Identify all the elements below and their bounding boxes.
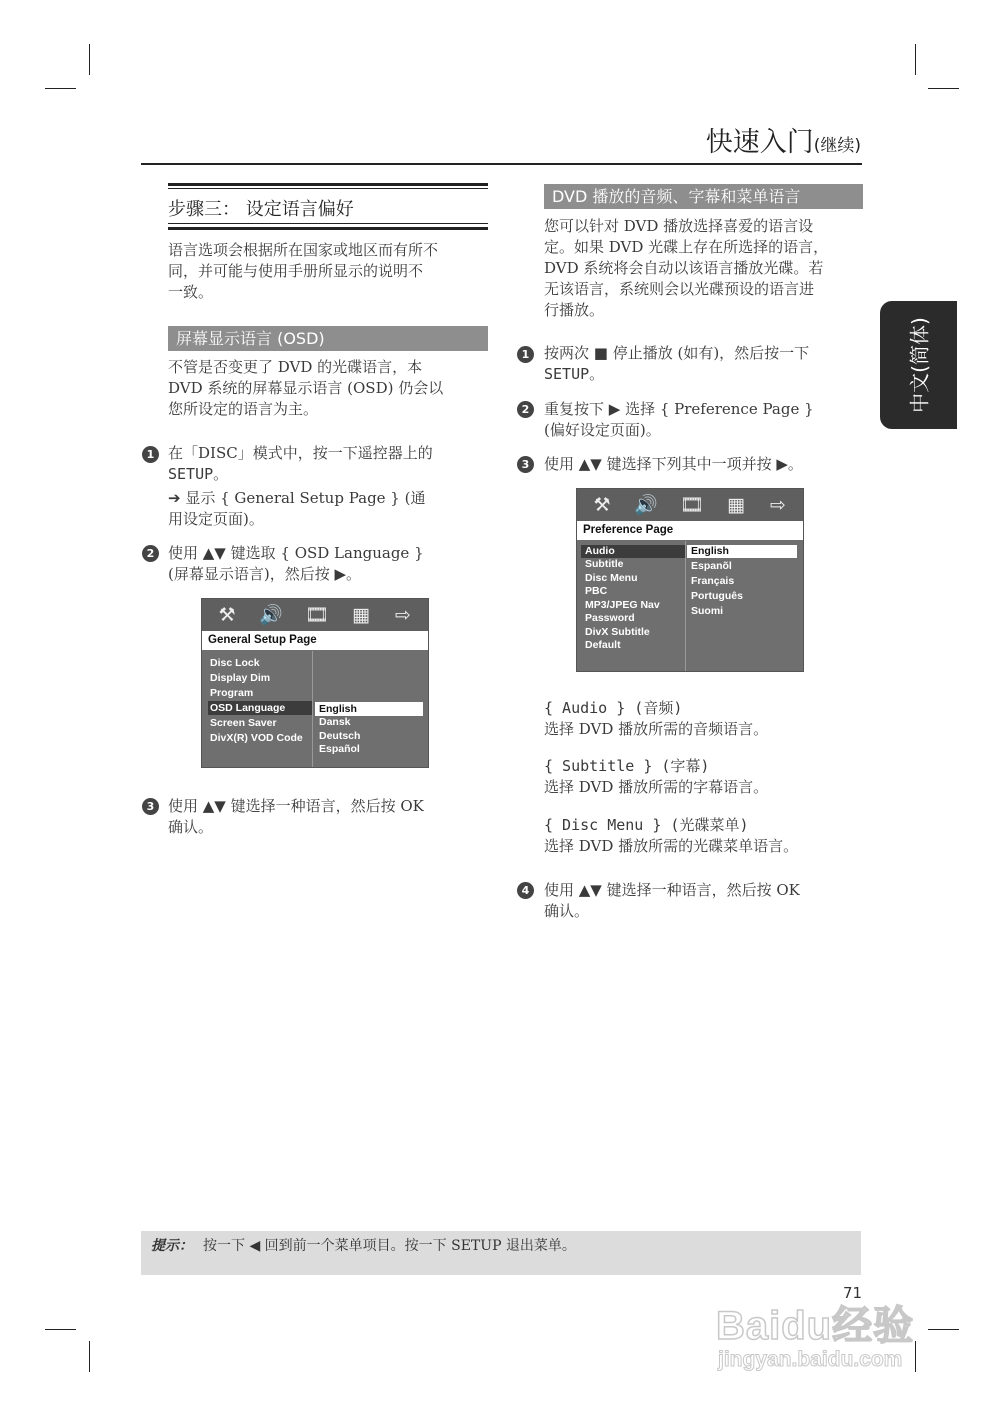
step-number-2: 2 bbox=[142, 545, 159, 562]
right-intro: 您可以针对 DVD 播放选择喜爱的语言设 定。如果 DVD 光碟上存在所选择的语言， DVD 系统将会自动以该语言播放光碟。若 无该语言，系统则会以光碟预设的语言进 行播放。 bbox=[544, 217, 829, 319]
watermark-brand: Baidu经验 bbox=[716, 1304, 915, 1348]
crop-mark bbox=[89, 1341, 90, 1372]
baidu-watermark bbox=[716, 1292, 966, 1382]
setup-tools-icon[interactable]: ⚒ bbox=[218, 604, 236, 626]
step-number-2: 2 bbox=[517, 401, 534, 418]
crop-mark bbox=[89, 44, 90, 75]
step-number-4: 4 bbox=[517, 882, 534, 899]
exit-arrow-icon[interactable]: ⇨ bbox=[395, 604, 411, 626]
menu-item-disc-lock[interactable]: Disc Lock bbox=[210, 657, 260, 669]
right-step-2: 重复按下 ▶ 选择 { Preference Page } (偏好设定页面)。 bbox=[544, 400, 814, 439]
step-number-1: 1 bbox=[142, 446, 159, 463]
menu-icon-bar bbox=[202, 599, 428, 631]
menu-item-audio[interactable]: Audio bbox=[581, 545, 685, 558]
menu-page-title: Preference Page bbox=[577, 521, 803, 540]
step-title-rule-top bbox=[168, 183, 488, 186]
step-number-3: 3 bbox=[142, 798, 159, 815]
option-espanol[interactable]: Español bbox=[319, 743, 360, 755]
step-title-rule-bottom2 bbox=[168, 227, 488, 230]
option-francais[interactable]: Français bbox=[691, 575, 735, 587]
option-espanol[interactable]: Espanõl bbox=[691, 560, 732, 572]
option-desc-disc-menu: { Disc Menu } (光碟菜单) 选择 DVD 播放所需的光碟菜单语言。 bbox=[544, 816, 799, 855]
crop-mark bbox=[45, 88, 76, 89]
step-number-3: 3 bbox=[517, 456, 534, 473]
right-step-1: 按两次 ■ 停止播放 (如有)，然后按一下 SETUP。 bbox=[544, 344, 810, 383]
left-step-1: 在「DISC」模式中，按一下遥控器上的 SETUP。 ➔ 显示 { General Setup Page } (通 用设定页面)。 bbox=[168, 444, 433, 528]
crop-mark bbox=[915, 44, 916, 75]
film-video-icon[interactable]: 🎞 bbox=[679, 494, 705, 516]
menu-item-pbc[interactable]: PBC bbox=[585, 585, 608, 597]
setup-tools-icon[interactable]: ⚒ bbox=[593, 494, 611, 516]
left-step-2: 使用 ▲▼ 键选取 { OSD Language } (屏幕显示语言)，然后按 ▶。 bbox=[168, 544, 424, 583]
osd-section-desc: 不管是否变更了 DVD 的光碟语言，本 DVD 系统的屏幕显示语言 (OSD) 仍会以 您所设定的语言为主。 bbox=[168, 358, 444, 418]
general-setup-menu bbox=[201, 598, 429, 768]
menu-item-subtitle[interactable]: Subtitle bbox=[585, 558, 624, 570]
menu-item-disc-menu[interactable]: Disc Menu bbox=[585, 572, 638, 584]
exit-arrow-icon[interactable]: ⇨ bbox=[770, 494, 786, 516]
side-tab-label: 中文(简体) bbox=[907, 317, 932, 413]
menu-divider bbox=[685, 541, 686, 671]
menu-item-display-dim[interactable]: Display Dim bbox=[210, 672, 271, 684]
menu-item-password[interactable]: Password bbox=[585, 612, 635, 624]
step-title: 步骤三： 设定语言偏好 bbox=[168, 199, 354, 220]
header-rule bbox=[141, 163, 862, 165]
speaker-icon[interactable]: 🔊 bbox=[634, 494, 658, 516]
menu-item-mp3-jpeg-nav[interactable]: MP3/JPEG Nav bbox=[585, 599, 660, 611]
right-step-4: 使用 ▲▼ 键选择一种语言，然后按 OK 确认。 bbox=[544, 881, 800, 920]
watermark-url: jingyan.baidu.com bbox=[718, 1348, 903, 1371]
option-desc-audio: { Audio } (音频) 选择 DVD 播放所需的音频语言。 bbox=[544, 699, 769, 738]
menu-item-default[interactable]: Default bbox=[585, 639, 621, 651]
step-title-rule-top2 bbox=[168, 188, 488, 189]
preference-menu bbox=[576, 488, 804, 672]
step-number-1: 1 bbox=[517, 346, 534, 363]
step-title-rule-bottom bbox=[168, 223, 488, 224]
audio-subtitle-section-bar: DVD 播放的音频、字幕和菜单语言 bbox=[544, 184, 863, 209]
header-subtitle: (继续) bbox=[813, 136, 861, 156]
speaker-icon[interactable]: 🔊 bbox=[259, 604, 283, 626]
left-intro: 语言选项会根据所在国家或地区而有所不 同，并可能与使用手册所显示的说明不 一致。 bbox=[168, 241, 439, 301]
crop-mark bbox=[928, 88, 959, 89]
option-english[interactable]: English bbox=[687, 545, 797, 558]
option-portugues[interactable]: Português bbox=[691, 590, 743, 602]
menu-item-osd-language[interactable]: OSD Language bbox=[208, 701, 312, 715]
preference-grid-icon[interactable]: ▦ bbox=[727, 494, 745, 516]
tip-label: 提示： bbox=[151, 1238, 193, 1254]
menu-divider bbox=[312, 651, 313, 767]
header-title: 快速入门 bbox=[705, 127, 814, 158]
menu-item-screen-saver[interactable]: Screen Saver bbox=[210, 717, 277, 729]
option-desc-subtitle: { Subtitle } (字幕) 选择 DVD 播放所需的字幕语言。 bbox=[544, 757, 769, 796]
right-step-3: 使用 ▲▼ 键选择下列其中一项并按 ▶。 bbox=[544, 455, 803, 473]
preference-grid-icon[interactable]: ▦ bbox=[352, 604, 370, 626]
page-number: 71 bbox=[843, 1284, 863, 1302]
option-deutsch[interactable]: Deutsch bbox=[319, 730, 361, 742]
menu-item-divx-vod[interactable]: DivX(R) VOD Code bbox=[210, 732, 303, 744]
menu-page-title: General Setup Page bbox=[202, 631, 428, 650]
film-video-icon[interactable]: 🎞 bbox=[304, 604, 330, 626]
option-english[interactable]: English bbox=[315, 702, 423, 716]
tip-text: 按一下 ◀ 回到前一个菜单项目。按一下 SETUP 退出菜单。 bbox=[203, 1238, 576, 1254]
osd-section-bar: 屏幕显示语言 (OSD) bbox=[168, 326, 488, 351]
menu-icon-bar bbox=[577, 489, 803, 521]
crop-mark bbox=[45, 1329, 76, 1330]
menu-item-program[interactable]: Program bbox=[210, 687, 254, 699]
page-header bbox=[706, 120, 861, 159]
menu-item-divx-subtitle[interactable]: DivX Subtitle bbox=[585, 626, 650, 638]
option-dansk[interactable]: Dansk bbox=[319, 716, 351, 728]
option-suomi[interactable]: Suomi bbox=[691, 605, 724, 617]
tip-box bbox=[141, 1231, 861, 1275]
left-step-3: 使用 ▲▼ 键选择一种语言，然后按 OK 确认。 bbox=[168, 797, 424, 836]
